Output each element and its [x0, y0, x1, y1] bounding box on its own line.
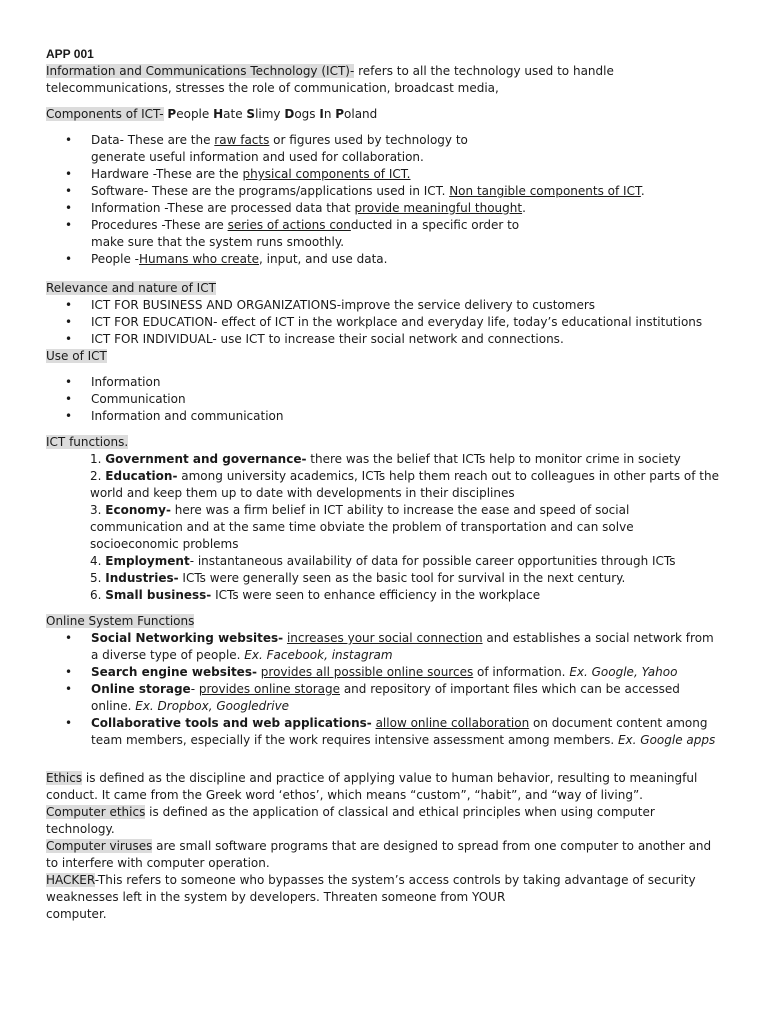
online-list — [46, 630, 722, 749]
definition-term: Computer viruses — [46, 839, 153, 853]
list-item: • Collaborative tools and web applications- allow online collaboration on document content among team members, especially if the work requires intensive assessment among members. Ex. Google apps — [46, 715, 722, 749]
list-item: • ICT FOR BUSINESS AND ORGANIZATIONS-improve the service delivery to customers — [46, 297, 722, 314]
list-item: • Online storage- provides online storage and repository of important files which can be accessed online. Ex. Dropbox, Googledrive — [46, 681, 722, 715]
definition-paragraph: HACKER-This refers to someone who bypasses the system’s access controls by taking advantage of security weaknesses left in the system by developers. Threaten someone from YOUR — [46, 873, 696, 904]
list-item: • Procedures -These are series of actions conducted in a specific order to make sure that the system runs smoothly. — [46, 217, 722, 251]
list-item: 4. Employment- instantaneous availability of data for possible career opportunities through ICTs — [90, 554, 676, 568]
list-item: • People -Humans who create, input, and use data. — [46, 251, 722, 268]
online-heading: Online System Functions — [46, 614, 195, 628]
intro-paragraph — [46, 63, 722, 97]
list-item: • Communication — [46, 391, 722, 408]
use-list — [46, 374, 722, 425]
intro-term: Information and Communications Technology (ICT)- — [46, 64, 355, 78]
list-item: • Social Networking websites- increases your social connection and establishes a social network from a diverse type of people. Ex. Facebook, instagram — [46, 630, 722, 664]
list-item: • Information — [46, 374, 722, 391]
use-heading: Use of ICT — [46, 349, 107, 363]
relevance-heading: Relevance and nature of ICT — [46, 281, 216, 295]
closing-line: computer. — [46, 907, 107, 921]
functions-list — [46, 451, 722, 604]
document-code: APP 001 — [46, 47, 94, 61]
list-item: • Information and communication — [46, 408, 722, 425]
list-item: 5. Industries- ICTs were generally seen as the basic tool for survival in the next century. — [90, 571, 626, 585]
list-item: • Software- These are the programs/applications used in ICT. Non tangible components of ICT. — [46, 183, 722, 200]
list-item: 1. Government and governance- there was the belief that ICTs help to monitor crime in society — [90, 452, 681, 466]
list-item: • Search engine websites- provides all possible online sources of information. Ex. Google, Yahoo — [46, 664, 722, 681]
list-item: • Information -These are processed data that provide meaningful thought. — [46, 200, 722, 217]
definition-paragraph: Computer ethics is defined as the application of classical and ethical principles when using computer technology. — [46, 805, 655, 836]
list-item: • Hardware -These are the physical components of ICT. — [46, 166, 722, 183]
definition-paragraph: Computer viruses are small software programs that are designed to spread from one computer to another and to interfere with computer operation. — [46, 839, 712, 870]
components-list — [46, 132, 722, 268]
list-item: 6. Small business- ICTs were seen to enhance efficiency in the workplace — [90, 588, 541, 602]
list-item: • ICT FOR INDIVIDUAL- use ICT to increase their social network and connections. — [46, 331, 722, 348]
list-item: • Data- These are the raw facts or figures used by technology to generate useful information and used for collaboration. — [46, 132, 722, 166]
list-item: 3. Economy- here was a firm belief in ICT ability to increase the ease and speed of social communication and at the same time obviate the problem of transportation and can solve socioeconomic problems — [90, 503, 634, 551]
definition-term: HACKER — [46, 873, 95, 887]
intro-text: refers to all the technology used to handle telecommunications, stresses the role of communication, broadcast media, — [46, 64, 614, 95]
list-item: 2. Education- among university academics, ICTs help them reach out to colleagues in other parts of the world and keep them up to date with developments in their disciplines — [90, 469, 719, 500]
components-mnemonic: People Hate Slimy Dogs In Poland — [167, 107, 378, 121]
components-heading: Components of ICT- — [46, 107, 164, 121]
relevance-list — [46, 297, 722, 348]
functions-heading: ICT functions. — [46, 435, 129, 449]
definition-paragraph: Ethics is defined as the discipline and practice of applying value to human behavior, resulting to meaningful conduct. It came from the Greek word ‘ethos’, which means “custom”, “habit”, and “way of living”. — [46, 771, 698, 802]
list-item: • ICT FOR EDUCATION- effect of ICT in the workplace and everyday life, today’s educational institutions — [46, 314, 722, 331]
definition-term: Ethics — [46, 771, 83, 785]
components-heading-line — [46, 106, 722, 123]
definition-term: Computer ethics — [46, 805, 146, 819]
